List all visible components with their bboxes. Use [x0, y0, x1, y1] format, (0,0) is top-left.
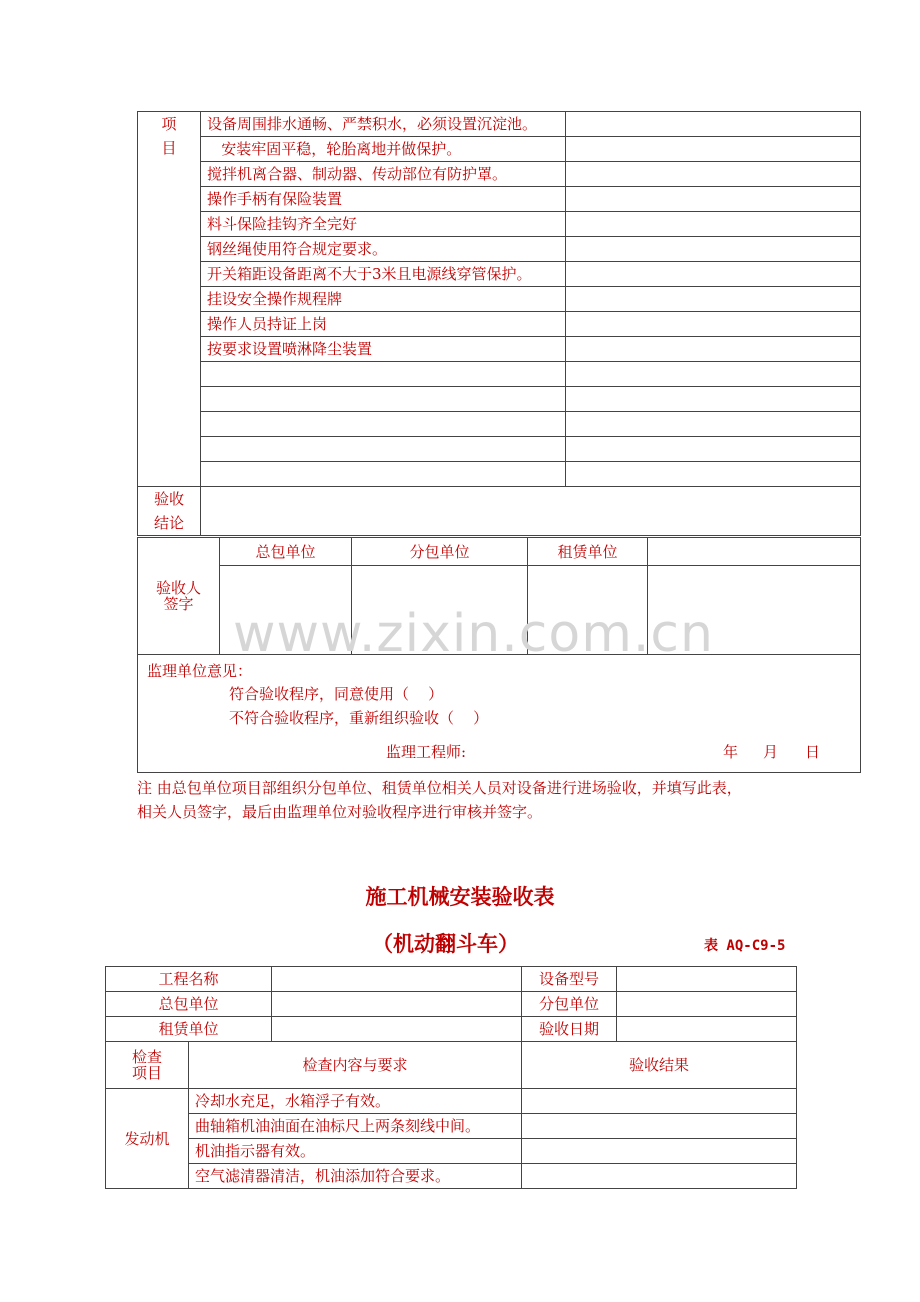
result-cell[interactable]	[566, 362, 861, 387]
table-row	[138, 137, 861, 162]
subcontractor-field[interactable]	[617, 992, 797, 1017]
check-content-cell: 开关箱距设备距离不大于3米且电源线穿管保护。	[201, 262, 566, 287]
result-cell[interactable]	[566, 212, 861, 237]
conclusion-label: 验收 结论	[138, 487, 201, 536]
engine-result-cell[interactable]	[522, 1164, 797, 1189]
check-content-header: 检查内容与要求	[189, 1042, 522, 1089]
result-header: 验收结果	[522, 1042, 797, 1089]
result-cell[interactable]	[566, 162, 861, 187]
project-name-label: 工程名称	[106, 967, 272, 992]
subcontractor-label: 分包单位	[522, 992, 617, 1017]
engine-check-row: 冷却水充足，水箱浮子有效。	[189, 1089, 522, 1114]
table-row	[138, 387, 861, 412]
table-row	[138, 337, 861, 362]
supervision-option-approve: 符合验收程序，同意使用（ ）	[229, 685, 444, 703]
acceptance-date-label: 验收日期	[522, 1017, 617, 1042]
engine-label: 发动机	[106, 1089, 189, 1189]
date-year-label: 年	[723, 743, 739, 761]
table-row	[138, 437, 861, 462]
check-content-cell	[201, 387, 566, 412]
check-content-cell	[201, 462, 566, 487]
table-row	[138, 262, 861, 287]
check-content-cell: 设备周围排水通畅、严禁积水，必须设置沉淀池。	[201, 112, 566, 137]
check-content-cell: 按要求设置喷淋降尘装置	[201, 337, 566, 362]
acceptance-date-field[interactable]	[617, 1017, 797, 1042]
signature-extra-header	[648, 538, 861, 566]
form-subtitle: （机动翻斗车）	[372, 932, 519, 956]
supervision-box	[137, 654, 861, 773]
engine-result-cell[interactable]	[522, 1114, 797, 1139]
table-row	[138, 362, 861, 387]
table-row	[138, 287, 861, 312]
check-content-cell	[201, 362, 566, 387]
supervision-title: 监理单位意见：	[147, 662, 253, 680]
result-cell[interactable]	[566, 237, 861, 262]
form-title: 施工机械安装验收表	[365, 885, 555, 909]
check-content-cell: 料斗保险挂钩齐全完好	[201, 212, 566, 237]
check-content-cell: 钢丝绳使用符合规定要求。	[201, 237, 566, 262]
engine-check-row: 空气滤清器清洁，机油添加符合要求。	[189, 1164, 522, 1189]
result-cell[interactable]	[566, 112, 861, 137]
general-contractor-field[interactable]	[272, 992, 522, 1017]
leasing-unit-header: 租赁单位	[528, 538, 648, 566]
check-item-header: 检查 项目	[106, 1042, 189, 1089]
table-row	[138, 162, 861, 187]
signature-label: 验收人 签字	[138, 538, 220, 655]
project-name-field[interactable]	[272, 967, 522, 992]
result-cell[interactable]	[566, 262, 861, 287]
engine-result-cell[interactable]	[522, 1139, 797, 1164]
table-row	[138, 212, 861, 237]
leasing-unit-field[interactable]	[272, 1017, 522, 1042]
check-content-cell	[201, 437, 566, 462]
result-cell[interactable]	[566, 437, 861, 462]
note-line-1: 注 由总包单位项目部组织分包单位、租赁单位相关人员对设备进行进场验收，并填写此表，	[137, 779, 742, 797]
inspection-table-top	[137, 111, 861, 536]
conclusion-row	[138, 487, 861, 536]
subcontractor-header: 分包单位	[352, 538, 528, 566]
leasing-unit-label: 租赁单位	[106, 1017, 272, 1042]
result-cell[interactable]	[566, 412, 861, 437]
check-content-cell: 安装牢固平稳，轮胎离地并做保护。	[201, 137, 566, 162]
result-cell[interactable]	[566, 137, 861, 162]
engine-check-row: 曲轴箱机油油面在油标尺上两条刻线中间。	[189, 1114, 522, 1139]
engine-result-cell[interactable]	[522, 1089, 797, 1114]
result-cell[interactable]	[566, 337, 861, 362]
table-row	[138, 312, 861, 337]
check-content-cell: 挂设安全操作规程牌	[201, 287, 566, 312]
table-row	[138, 237, 861, 262]
check-content-cell: 操作手柄有保险装置	[201, 187, 566, 212]
general-contractor-header: 总包单位	[220, 538, 352, 566]
engine-check-row: 机油指示器有效。	[189, 1139, 522, 1164]
result-cell[interactable]	[566, 312, 861, 337]
dump-truck-acceptance-table	[105, 966, 797, 1189]
supervision-option-reject: 不符合验收程序，重新组织验收（ ）	[229, 709, 489, 727]
table-row	[138, 112, 861, 137]
watermark: www.zixin.com.cn	[233, 604, 714, 664]
table-row	[138, 412, 861, 437]
supervision-engineer-label: 监理工程师:	[386, 743, 467, 761]
result-cell[interactable]	[566, 187, 861, 212]
check-content-cell	[201, 412, 566, 437]
equipment-model-field[interactable]	[617, 967, 797, 992]
date-day-label: 日	[805, 743, 821, 761]
result-cell[interactable]	[566, 462, 861, 487]
item-header: 项 目	[138, 112, 201, 487]
result-cell[interactable]	[566, 387, 861, 412]
equipment-model-label: 设备型号	[522, 967, 617, 992]
table-row	[138, 462, 861, 487]
check-content-cell: 操作人员持证上岗	[201, 312, 566, 337]
date-month-label: 月	[763, 743, 779, 761]
conclusion-field[interactable]	[201, 487, 861, 536]
table-row	[138, 187, 861, 212]
result-cell[interactable]	[566, 287, 861, 312]
check-content-cell: 搅拌机离合器、制动器、传动部位有防护罩。	[201, 162, 566, 187]
general-contractor-label: 总包单位	[106, 992, 272, 1017]
form-code: 表 AQ-C9-5	[704, 938, 786, 954]
note-line-2: 相关人员签字，最后由监理单位对验收程序进行审核并签字。	[137, 803, 543, 821]
